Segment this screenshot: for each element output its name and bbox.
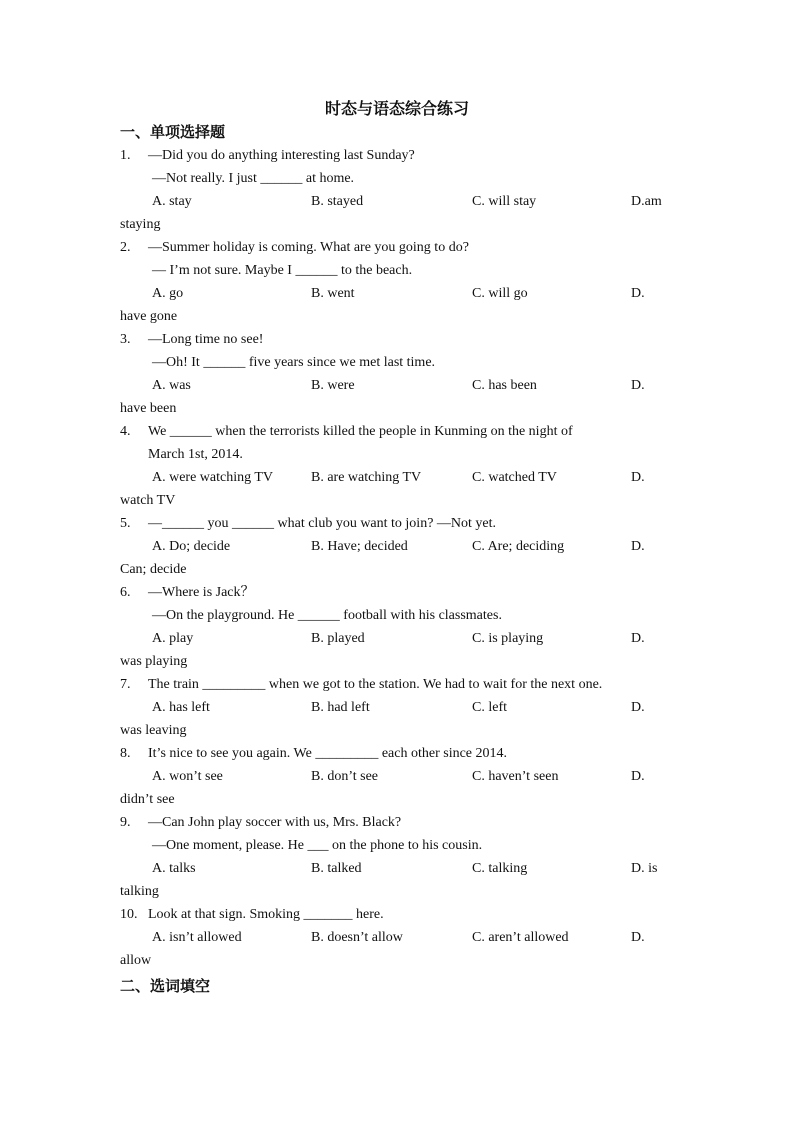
question-text: —Did you do anything interesting last Sunday?: [148, 148, 415, 163]
option-c: C. aren’t allowed: [472, 930, 569, 945]
question-text: Look at that sign. Smoking _______ here.: [148, 907, 384, 922]
question-text: The train _________ when we got to the station. We had to wait for the next one.: [148, 677, 603, 692]
option-a: A. go: [152, 286, 184, 301]
question-text: March 1st, 2014.: [148, 447, 243, 462]
option-d: D.: [631, 286, 645, 301]
option-a: A. were watching TV: [152, 470, 274, 485]
option-b: B. played: [311, 631, 365, 646]
question-number: 10.: [120, 907, 138, 922]
question-number: 9.: [120, 815, 131, 830]
option-c: C. talking: [472, 861, 528, 876]
option-b: B. are watching TV: [311, 470, 422, 485]
option-d: D.: [631, 631, 645, 646]
option-d-continuation: have been: [120, 401, 177, 416]
question-text: We ______ when the terrorists killed the people in Kunming on the night of: [148, 424, 573, 439]
question-text: —Long time no see!: [148, 332, 264, 347]
option-c: C. is playing: [472, 631, 544, 646]
question-text: —Where is Jack？: [148, 585, 255, 600]
question-number: 3.: [120, 332, 131, 347]
page-title: 时态与语态综合练习: [324, 99, 469, 118]
option-b: B. Have; decided: [311, 539, 408, 554]
question-number: 2.: [120, 240, 131, 255]
option-d: D.: [631, 930, 645, 945]
question-text: —One moment, please. He ___ on the phone to his cousin.: [152, 838, 483, 853]
option-d: D.: [631, 470, 645, 485]
option-a: A. stay: [152, 194, 192, 209]
question-text: —______ you ______ what club you want to join? —Not yet.: [148, 516, 497, 531]
question-number: 4.: [120, 424, 131, 439]
option-c: C. left: [472, 700, 507, 715]
option-c: C. will stay: [472, 194, 537, 209]
option-a: A. Do; decide: [152, 539, 231, 554]
option-d: D.: [631, 539, 645, 554]
option-d-continuation: allow: [120, 953, 152, 968]
option-d-continuation: watch TV: [120, 493, 176, 508]
option-a: A. has left: [152, 700, 210, 715]
option-d-continuation: talking: [120, 884, 159, 899]
option-c: C. Are; deciding: [472, 539, 565, 554]
option-b: B. were: [311, 378, 355, 393]
question-number: 8.: [120, 746, 131, 761]
question-text: It’s nice to see you again. We _________ each other since 2014.: [148, 746, 508, 761]
option-d-continuation: was playing: [120, 654, 188, 669]
option-a: A. talks: [152, 861, 196, 876]
option-b: B. stayed: [311, 194, 364, 209]
option-a: A. isn’t allowed: [152, 930, 242, 945]
option-c: C. has been: [472, 378, 537, 393]
question-text: —Oh! It ______ five years since we met last time.: [152, 355, 436, 370]
section-heading-1: 一、单项选择题: [120, 123, 226, 141]
option-c: C. will go: [472, 286, 528, 301]
option-b: B. don’t see: [311, 769, 379, 784]
option-a: A. was: [152, 378, 191, 393]
option-d: D.: [631, 378, 645, 393]
section-heading-2: 二、选词填空: [120, 977, 211, 995]
option-a: A. play: [152, 631, 194, 646]
option-d: D.am: [631, 194, 662, 209]
question-number: 7.: [120, 677, 131, 692]
option-d-continuation: staying: [120, 217, 161, 232]
option-b: B. talked: [311, 861, 362, 876]
option-b: B. went: [311, 286, 355, 301]
option-d-continuation: have gone: [120, 309, 178, 324]
option-a: A. won’t see: [152, 769, 223, 784]
option-d: D. is: [631, 861, 658, 876]
question-text: —Can John play soccer with us, Mrs. Black?: [148, 815, 402, 830]
option-b: B. had left: [311, 700, 370, 715]
option-d-continuation: Can; decide: [120, 562, 187, 577]
question-text: —On the playground. He ______ football with his classmates.: [152, 608, 502, 623]
question-number: 5.: [120, 516, 131, 531]
option-d-continuation: didn’t see: [120, 792, 175, 807]
option-c: C. haven’t seen: [472, 769, 559, 784]
question-number: 6.: [120, 585, 131, 600]
question-number: 1.: [120, 148, 131, 163]
option-d-continuation: was leaving: [120, 723, 187, 738]
question-text: — I’m not sure. Maybe I ______ to the beach.: [152, 263, 413, 278]
question-text: —Not really. I just ______ at home.: [152, 171, 355, 186]
option-c: C. watched TV: [472, 470, 557, 485]
option-d: D.: [631, 769, 645, 784]
option-b: B. doesn’t allow: [311, 930, 403, 945]
option-d: D.: [631, 700, 645, 715]
question-text: —Summer holiday is coming. What are you going to do?: [148, 240, 469, 255]
